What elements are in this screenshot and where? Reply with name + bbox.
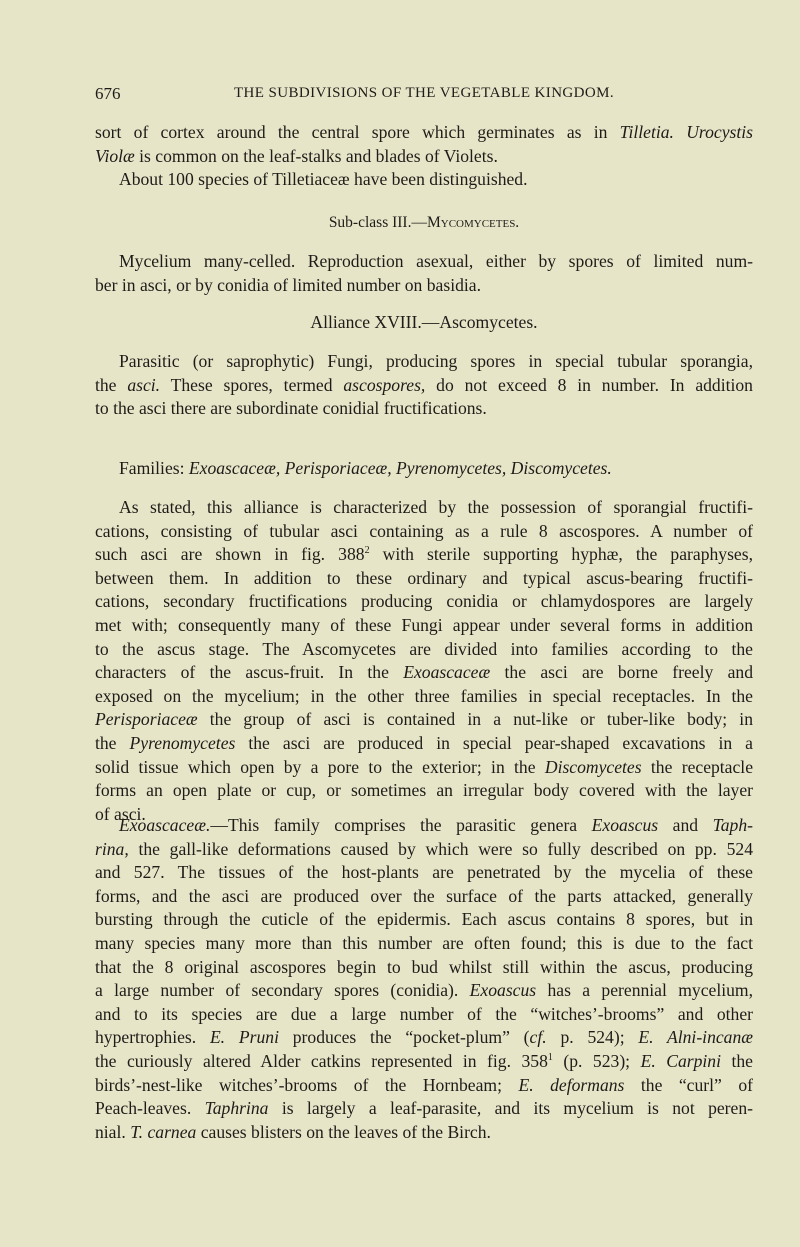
text-line [95, 732, 753, 756]
text-line [95, 756, 753, 780]
text-line [95, 145, 753, 169]
italic-text: E. deformans [518, 1074, 625, 1095]
footnote-ref: 1 [547, 1052, 553, 1064]
text-run: cations, secondary fructifications producing conidia or chlamydospores are largely [95, 591, 753, 612]
text-line [95, 861, 753, 885]
text-run: the asci are borne freely and [490, 662, 753, 683]
text-run: forms, and the asci are produced over the surface of the parts attacked, generally [95, 885, 753, 906]
italic-text: Urocystis [686, 122, 753, 142]
text-run: Peach-leaves. [95, 1098, 205, 1119]
italic-text: T. carnea [130, 1121, 197, 1142]
text-run: a large number of secondary spores (conidia). [95, 980, 470, 1001]
text-line [95, 814, 753, 838]
italic-text: cf. [529, 1027, 547, 1048]
text-line [95, 885, 753, 909]
text-run: Parasitic (or saprophytic) Fungi, producing spores in special tubular sporangia, [119, 351, 753, 371]
text-run: such asci are shown in fig. 388 [95, 544, 365, 565]
text-run: the group of asci is contained in a nut-like or tuber-like body; in [197, 709, 753, 730]
text-run: the asci are produced in special pear-shaped excavations in a [235, 732, 753, 753]
text-run: cations, consisting of tubular asci containing as a rule 8 ascospores. A number of [95, 520, 753, 541]
text-run: between them. In addition to these ordinary and typical ascus-bearing fructifi- [95, 567, 753, 588]
paragraph-parasitic [95, 350, 753, 421]
italic-text: E. Carpini [640, 1050, 721, 1071]
text-run: many species many more than this number are often found; this is due to the fact [95, 932, 753, 953]
text-run: characters of the ascus-fruit. In the [95, 662, 404, 683]
text-run: and 527. The tissues of the host-plants are penetrated by the mycelia of these [95, 862, 753, 883]
text-run: ber in asci, or by conidia of limited number on basidia. [95, 274, 481, 295]
text-line [95, 956, 753, 980]
text-line [95, 932, 753, 956]
text-run: Families: [119, 458, 189, 478]
text-run: sort of cortex around the central spore which germinates as in [95, 122, 620, 142]
text-run: Mycelium many-celled. Reproduction asexual, either by spores of limited num- [119, 251, 753, 271]
text-line [95, 979, 753, 1003]
italic-text: Perisporiaceæ [95, 709, 198, 730]
text-run: the [95, 374, 128, 395]
text-line [95, 543, 753, 567]
text-run: exposed on the mycelium; in the other three families in special receptacles. In the [95, 685, 753, 706]
text-run: and [658, 815, 713, 835]
text-line [95, 121, 753, 145]
text-run: and to its species are due a large number of the “witches’-brooms” and other [95, 1003, 753, 1024]
text-line [95, 250, 753, 274]
italic-text: asci. [127, 374, 161, 395]
text-run: the curiously altered Alder catkins represented in fig. 358 [95, 1050, 548, 1071]
text-line [95, 496, 753, 520]
text-run: hypertrophies. [95, 1027, 210, 1048]
italic-text: Exoascaceæ [403, 662, 491, 683]
paragraph-as-stated [95, 496, 753, 826]
text-run: the [95, 732, 130, 753]
text-line [95, 838, 753, 862]
text-line [95, 685, 753, 709]
text-run: p. 524); [546, 1027, 639, 1048]
text-run: nial. [95, 1121, 131, 1142]
text-run: These spores, termed [160, 374, 344, 395]
text-run: Alliance XVIII.—Ascomycetes. [310, 312, 538, 332]
paragraph-mycelium [95, 250, 753, 297]
text-run: —This family comprises the parasitic genera [210, 815, 592, 835]
text-run: the [720, 1050, 753, 1071]
italic-text: rina, [95, 838, 129, 859]
text-run: do not exceed 8 in number. In addition [425, 374, 753, 395]
text-run: the receptacle [641, 756, 753, 777]
text-line [95, 274, 753, 298]
text-line [95, 311, 753, 335]
text-line [95, 1121, 753, 1145]
text-run: that the 8 original ascospores begin to bud whilst still within the ascus, producing [95, 956, 753, 977]
text-line [95, 1003, 753, 1027]
text-run: the “curl” of [624, 1074, 753, 1095]
text-run: of asci. [95, 803, 146, 824]
text-run: solid tissue which open by a pore to the exterior; in the [95, 756, 545, 777]
page-number: 676 [95, 84, 121, 103]
text-line [95, 1050, 753, 1074]
footnote-ref: 2 [364, 545, 370, 557]
text-run: As stated, this alliance is characterized by the possession of sporangial fructifi- [119, 497, 753, 517]
text-line [95, 708, 753, 732]
italic-text: Violæ [95, 145, 135, 166]
paragraph-tilletia [95, 121, 753, 192]
text-run: About 100 species of Tilletiaceæ have been distinguished. [119, 169, 528, 190]
italic-text: Tilletia. [619, 122, 674, 142]
text-line [95, 908, 753, 932]
text-run: bursting through the cuticle of the epidermis. Each ascus contains 8 spores, but in [95, 909, 753, 930]
text-run: Mycomycetes. [426, 214, 520, 231]
text-run: forms an open plate or cup, or sometimes an irregular body covered with the layer [95, 780, 753, 801]
italic-text: Exoascaceæ. [119, 815, 211, 835]
text-line [95, 374, 753, 398]
paragraph-families [95, 457, 753, 481]
text-line [95, 779, 753, 803]
text-run: to the asci there are subordinate conidial fructifications. [95, 398, 487, 419]
text-line [95, 1097, 753, 1121]
text-line [95, 397, 753, 421]
text-run: the gall-like deformations caused by which were so fully described on pp. 524 [128, 838, 753, 859]
text-run: met with; consequently many of these Fungi appear under several forms in addition [95, 614, 753, 635]
text-line [95, 350, 753, 374]
text-line [95, 520, 753, 544]
text-line [95, 614, 753, 638]
italic-text: Exoascaceæ, Perisporiaceæ, Pyrenomycetes, Discomycetes. [188, 458, 612, 478]
subclass-heading [95, 211, 753, 235]
text-line [95, 1074, 753, 1098]
text-line [95, 1026, 753, 1050]
text-run [674, 122, 686, 142]
alliance-heading [95, 311, 753, 335]
text-line [95, 457, 753, 481]
paragraph-exoascaceae [95, 814, 753, 1144]
text-line [95, 567, 753, 591]
text-run: birds’-nest-like witches’-brooms of the Hornbeam; [95, 1074, 519, 1095]
text-run: produces the “pocket-plum” ( [278, 1027, 530, 1048]
text-run: has a perennial mycelium, [536, 980, 753, 1001]
text-run: is common on the leaf-stalks and blades of Violets. [134, 145, 498, 166]
text-line [95, 638, 753, 662]
text-run: to the ascus stage. The Ascomycetes are divided into families according to the [95, 638, 753, 659]
italic-text: Taphrina [204, 1098, 269, 1119]
text-run: with sterile supporting hyphæ, the paraphyses, [369, 544, 753, 565]
italic-text: Pyrenomycetes [129, 732, 236, 753]
running-title: THE SUBDIVISIONS OF THE VEGETABLE KINGDOM. [233, 85, 615, 101]
text-line [95, 168, 753, 192]
text-run: causes blisters on the leaves of the Birch. [196, 1121, 491, 1142]
italic-text: E. Pruni [209, 1027, 279, 1048]
text-line [95, 211, 753, 235]
text-run: is largely a leaf-parasite, and its mycelium is not peren- [268, 1098, 754, 1119]
italic-text: E. Alni-incanæ [638, 1027, 753, 1048]
italic-text: Taph- [712, 815, 753, 835]
italic-text: ascospores, [343, 374, 426, 395]
text-run: Sub-class III.— [328, 214, 427, 231]
text-run: (p. 523); [552, 1050, 641, 1071]
text-line [95, 661, 753, 685]
italic-text: Discomycetes [544, 756, 642, 777]
text-line [95, 590, 753, 614]
italic-text: Exoascus [591, 815, 659, 835]
italic-text: Exoascus [469, 980, 537, 1001]
